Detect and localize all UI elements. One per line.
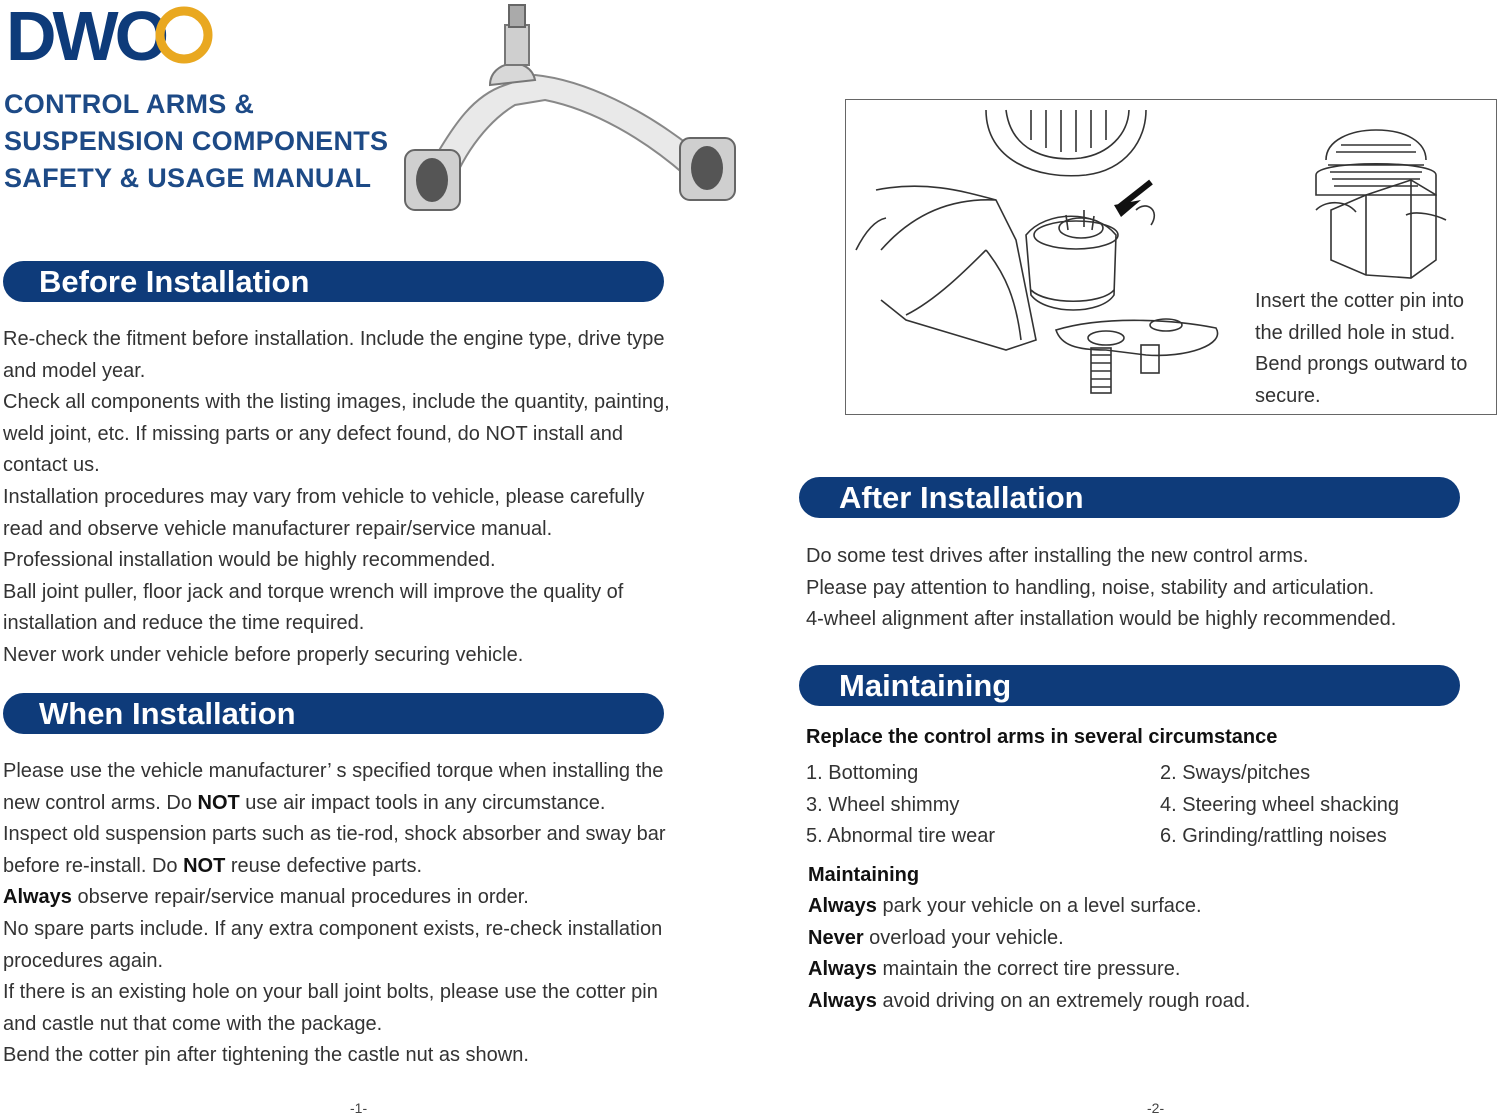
before-line: contact us. bbox=[3, 454, 100, 477]
when-line: before re-install. Do NOT reuse defective parts. bbox=[3, 854, 423, 877]
before-line: installation and reduce the time required. bbox=[3, 612, 365, 635]
rule-line: Always avoid driving on an extremely rough road. bbox=[808, 989, 1251, 1012]
when-installation-heading: When Installation bbox=[3, 693, 664, 734]
when-line: If there is an existing hole on your ball joint bolts, please use the cotter pin bbox=[3, 981, 658, 1004]
circumstance-item: 6. Grinding/rattling noises bbox=[1160, 825, 1387, 848]
title-line-1: CONTROL ARMS & bbox=[4, 89, 255, 119]
control-arm-illustration bbox=[395, 0, 745, 222]
brand-logo bbox=[6, 2, 221, 66]
before-line: and model year. bbox=[3, 359, 146, 382]
circumstance-item: 3. Wheel shimmy bbox=[806, 793, 960, 816]
caption-line: secure. bbox=[1255, 384, 1321, 407]
figure-caption bbox=[1255, 286, 1467, 412]
before-line: Re-check the fitment before installation. Include the engine type, drive type bbox=[3, 328, 665, 350]
when-line: Bend the cotter pin after tightening the castle nut as shown. bbox=[3, 1044, 529, 1067]
before-line: weld joint, etc. If missing parts or any defect found, do NOT install and bbox=[3, 422, 623, 445]
when-line: and castle nut that come with the package. bbox=[3, 1012, 383, 1035]
logo-gold-ring bbox=[160, 11, 208, 59]
when-line: Always observe repair/service manual procedures in order. bbox=[3, 886, 529, 909]
circumstance-list bbox=[806, 758, 1426, 853]
circumstance-item: 5. Abnormal tire wear bbox=[806, 825, 995, 848]
maintaining-heading: Maintaining bbox=[799, 665, 1460, 706]
page-number-right: -2- bbox=[1147, 1100, 1165, 1116]
before-line: Installation procedures may vary from vehicle to vehicle, please carefully bbox=[3, 485, 645, 508]
page-number-left: -1- bbox=[350, 1100, 368, 1116]
before-installation-heading: Before Installation bbox=[3, 261, 664, 302]
when-line: new control arms. Do NOT use air impact tools in any circumstance. bbox=[3, 791, 606, 814]
circumstance-item: 1. Bottoming bbox=[806, 762, 919, 784]
when-line: Please use the vehicle manufacturer’ s specified torque when installing the bbox=[3, 760, 664, 782]
caption-line: Insert the cotter pin into bbox=[1255, 290, 1465, 312]
circumstance-item: 4. Steering wheel shacking bbox=[1160, 793, 1400, 816]
rule-line: Always park your vehicle on a level surface. bbox=[808, 895, 1202, 917]
logo-text: DWO bbox=[6, 2, 166, 66]
document-title bbox=[4, 86, 388, 197]
after-line: Do some test drives after installing the new control arms. bbox=[806, 545, 1309, 567]
when-installation-text bbox=[3, 756, 666, 1072]
maintaining-rules bbox=[808, 891, 1250, 1017]
after-installation-text bbox=[806, 541, 1396, 636]
rule-line: Always maintain the correct tire pressure. bbox=[808, 958, 1181, 981]
caption-line: the drilled hole in stud. bbox=[1255, 321, 1456, 344]
before-line: Professional installation would be highly recommended. bbox=[3, 549, 496, 572]
before-line: read and observe vehicle manufacturer repair/service manual. bbox=[3, 517, 553, 540]
when-line: No spare parts include. If any extra component exists, re-check installation bbox=[3, 917, 663, 940]
before-installation-text bbox=[3, 324, 670, 672]
replace-heading: Replace the control arms in several circumstance bbox=[806, 726, 1278, 748]
caption-line: Bend prongs outward to bbox=[1255, 353, 1468, 376]
circumstance-item: 2. Sways/pitches bbox=[1160, 762, 1311, 784]
before-line: Ball joint puller, floor jack and torque wrench will improve the quality of bbox=[3, 580, 624, 603]
when-line: procedures again. bbox=[3, 949, 164, 972]
when-line: Inspect old suspension parts such as tie-rod, shock absorber and sway bar bbox=[3, 823, 666, 846]
after-installation-heading: After Installation bbox=[799, 477, 1460, 518]
title-line-3: SAFETY & USAGE MANUAL bbox=[4, 163, 372, 193]
before-line: Check all components with the listing images, include the quantity, painting, bbox=[3, 391, 670, 414]
maintaining-subheading: Maintaining bbox=[808, 864, 920, 886]
before-line: Never work under vehicle before properly securing vehicle. bbox=[3, 643, 524, 666]
after-line: Please pay attention to handling, noise, stability and articulation. bbox=[806, 576, 1375, 599]
after-line: 4-wheel alignment after installation would be highly recommended. bbox=[806, 608, 1397, 631]
title-line-2: SUSPENSION COMPONENTS bbox=[4, 126, 389, 156]
rule-line: Never overload your vehicle. bbox=[808, 926, 1064, 949]
